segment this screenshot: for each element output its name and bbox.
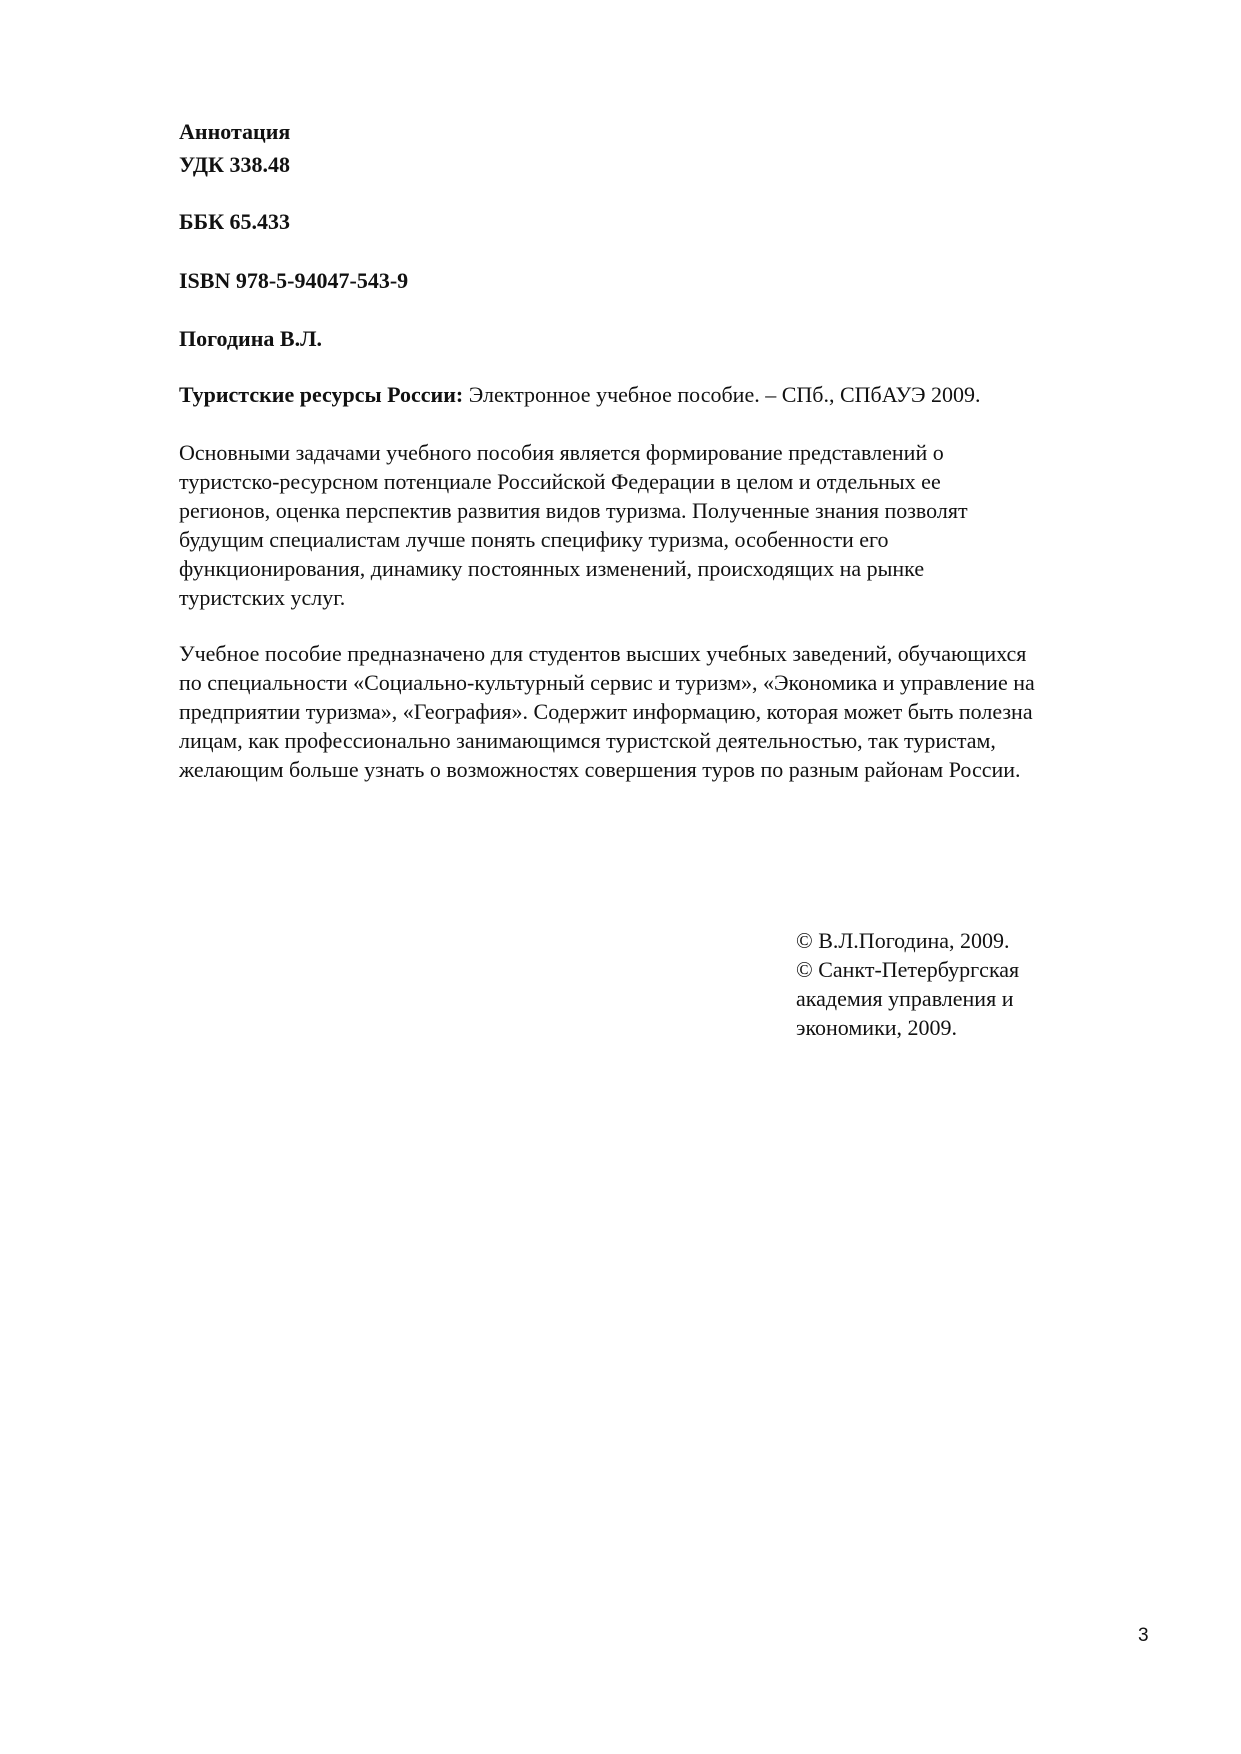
text-line: туристских услуг. <box>179 585 346 610</box>
citation-details: Электронное учебное пособие. – СПб., СПбАУЭ 2009. <box>463 382 981 407</box>
paragraph-audience <box>179 639 1035 784</box>
text-line: регионов, оценка перспектив развития видов туризма. Полученные знания позволят <box>179 498 968 523</box>
annotation-heading: Аннотация <box>179 119 291 144</box>
author: Погодина В.Л. <box>179 326 322 351</box>
copyright-line: © Санкт-Петербургская <box>796 957 1020 982</box>
book-title: Туристские ресурсы России: <box>179 382 464 407</box>
text-line: Учебное пособие предназначено для студентов высших учебных заведений, обучающихся <box>179 641 1027 666</box>
paragraph-objectives <box>179 438 968 612</box>
bbk-code: ББК 65.433 <box>179 209 291 234</box>
page-number: 3 <box>1138 1625 1149 1646</box>
text-line: туристско-ресурсном потенциале Российской Федерации в целом и отдельных ее <box>179 469 941 494</box>
text-line: желающим больше узнать о возможностях совершения туров по разным районам России. <box>179 757 1021 782</box>
text-line: лицам, как профессионально занимающимся туристской деятельностью, так туристам, <box>179 728 996 753</box>
copyright-line: © В.Л.Погодина, 2009. <box>796 928 1010 953</box>
text-line: функционирования, динамику постоянных изменений, происходящих на рынке <box>179 556 925 581</box>
citation <box>179 380 981 409</box>
isbn: ISBN 978-5-94047-543-9 <box>179 268 409 293</box>
text-line: по специальности «Социально-культурный сервис и туризм», «Экономика и управление на <box>179 670 1035 695</box>
copyright-block <box>796 926 1019 1042</box>
text-line: будущим специалистам лучше понять специфику туризма, особенности его <box>179 527 889 552</box>
copyright-line: экономики, 2009. <box>796 1015 958 1040</box>
copyright-line: академия управления и <box>796 986 1014 1011</box>
text-line: Основными задачами учебного пособия является формирование представлений о <box>179 440 944 465</box>
udk-code: УДК 338.48 <box>179 152 291 177</box>
text-line: предприятии туризма», «География». Содержит информацию, которая может быть полезна <box>179 699 1033 724</box>
